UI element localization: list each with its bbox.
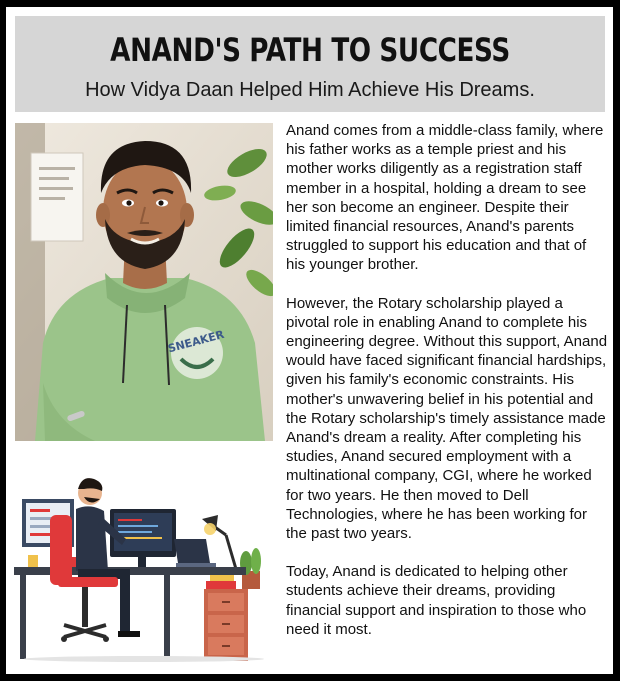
svg-text:SNEAKER: SNEAKER [166, 327, 226, 356]
poster-frame [6, 7, 613, 674]
story-text [286, 121, 608, 658]
office-desk-illustration [14, 459, 276, 664]
laptop [174, 539, 210, 563]
desk-drawing [14, 459, 276, 664]
title-banner [15, 16, 605, 112]
portrait-drawing [15, 123, 273, 441]
page-subtitle: How Vidya Daan Helped Him Achieve His Dreams. [85, 79, 535, 101]
office-chair [50, 515, 72, 585]
story-paragraph: Anand comes from a middle-class family, where his father works as a temple priest and his mother works diligently as a registration staff member in a hospital, holding a dream to see her son become an engineer. Despite their limited financial resources, Anand's parents struggled to support his education and that of his younger brother. [286, 122, 604, 274]
person-body [76, 506, 108, 571]
desk-lamp [226, 535, 236, 569]
story-paragraph: Today, Anand is dedicated to helping other students achieve their dreams, providing financial support and inspiration to those who need it most. [286, 563, 587, 638]
page-title: ANAND'S PATH TO SUCCESS [110, 31, 510, 69]
story-paragraph: However, the Rotary scholarship played a pivotal role in enabling Anand to complete his engineering degree. Without this support, Anand would have faced significant financial hardships, given his family's economic constraints. His mother's unwavering belief in his potential and the Rotary scholarship's timely assistance made Anand's dream a reality. After completing his studies, Anand secured employment with a multinational company, CGI, where he worked for two years. He then moved to Dell Technologies, where he has been working for the past two years. [286, 294, 608, 543]
portrait-photo [15, 123, 273, 441]
